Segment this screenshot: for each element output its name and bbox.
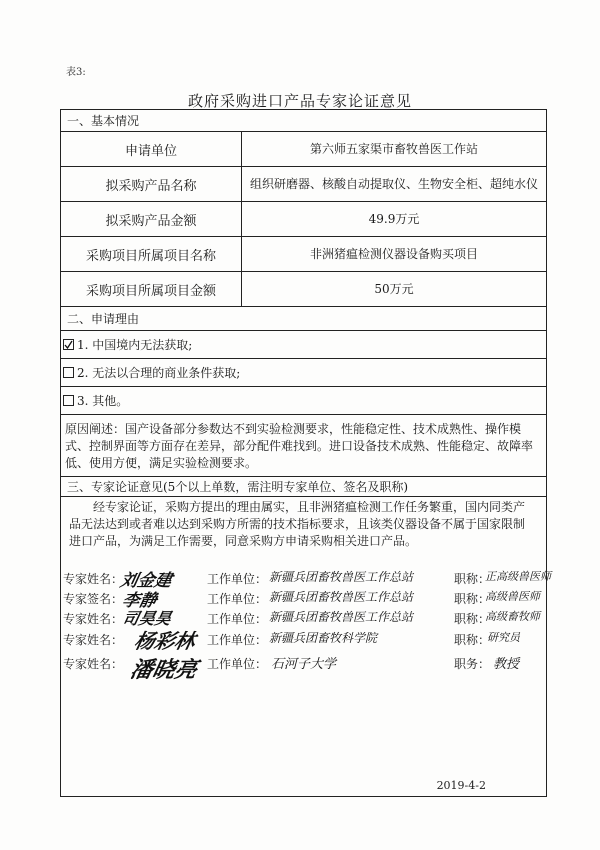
info-row-project-name <box>61 237 546 272</box>
expert-signature: 刘金建 <box>118 571 174 591</box>
document-date: 2019-4-2 <box>436 779 486 792</box>
title-handwritten: 高级畜牧师 <box>485 610 540 623</box>
title-label: 职称： <box>454 592 491 606</box>
title-handwritten: 高级兽医师 <box>485 590 540 603</box>
title-handwritten: 正高级兽医师 <box>485 570 551 583</box>
attachment-label: 表3: <box>66 67 86 78</box>
unit-handwritten: 新疆兵团畜牧兽医工作总站 <box>269 590 414 604</box>
checkbox-unchecked[interactable] <box>63 395 74 406</box>
info-row-project-amount <box>61 272 546 307</box>
page-title: 政府采购进口产品专家论证意见 <box>187 92 412 110</box>
expert-row <box>61 655 546 683</box>
info-key: 采购项目所属项目名称 <box>61 237 242 271</box>
expert-signature: 杨彩林 <box>132 629 198 653</box>
checkmark-icon <box>64 340 73 349</box>
expert-signature: 潘晓亮 <box>127 657 200 683</box>
info-value: 50万元 <box>374 282 414 296</box>
expert-name-label: 专家姓名： <box>63 612 124 626</box>
info-key: 申请单位 <box>61 132 242 166</box>
title-handwritten: 研究员 <box>487 631 520 644</box>
opinion-text: 经专家论证，采购方提出的理由属实，且非洲猪瘟检测工作任务繁重，国内同类产品无法达到或者难以达到采购方所需的技术指标要求，且该类仪器设备不属于国家限制进口产品，为满足工作需要，同意采购方申请采购相关进口产品。 <box>69 500 526 548</box>
option-label: 1. 中国境内无法获取; <box>77 338 193 352</box>
unit-label: 工作单位： <box>207 633 268 647</box>
expert-row <box>61 631 546 653</box>
info-value: 49.9万元 <box>368 212 420 226</box>
title-label: 职称： <box>454 612 491 626</box>
unit-label: 工作单位： <box>207 592 268 606</box>
unit-handwritten: 新疆兵团畜牧科学院 <box>269 631 378 645</box>
unit-handwritten: 新疆兵团畜牧兽医工作总站 <box>269 570 414 584</box>
info-value: 组织研磨器、核酸自动提取仪、生物安全柜、超纯水仪 <box>250 177 539 191</box>
expert-signature: 司昊昊 <box>120 609 173 628</box>
unit-label: 工作单位： <box>207 657 268 671</box>
title-label: 职称： <box>454 572 491 586</box>
option-row-2 <box>61 359 546 387</box>
info-value: 第六师五家渠市畜牧兽医工作站 <box>309 142 478 156</box>
info-row-product-amount <box>61 202 546 237</box>
unit-handwritten: 新疆兵团畜牧兽医工作总站 <box>269 610 414 624</box>
unit-label: 工作单位： <box>207 572 268 586</box>
section-heading: 三、专家论证意见(5个以上单数，需注明专家单位、签名及职称) <box>61 477 546 497</box>
title-handwritten: 教授 <box>493 657 520 672</box>
application-form <box>60 109 551 797</box>
section-heading: 一、基本情况 <box>67 114 140 128</box>
unit-handwritten: 石河子大学 <box>271 657 337 672</box>
expert-name-label: 专家姓名： <box>63 633 124 647</box>
info-key: 拟采购产品金额 <box>61 202 242 236</box>
expert-name-label: 专家姓名： <box>63 657 124 671</box>
section-reasons <box>61 307 546 331</box>
unit-label: 工作单位： <box>207 612 268 626</box>
title-label: 职称： <box>454 633 491 647</box>
info-key: 采购项目所属项目金额 <box>61 272 242 306</box>
title-label: 职务： <box>454 657 491 671</box>
expert-signature: 李静 <box>120 591 159 611</box>
section-heading: 二、申请理由 <box>67 312 140 326</box>
checkbox-unchecked[interactable] <box>63 367 74 378</box>
section-basic-info <box>61 110 546 132</box>
expert-name-label: 专家签名： <box>63 592 124 606</box>
option-label: 2. 无法以合理的商业条件获取; <box>77 366 241 380</box>
reason-explanation: 原因阐述：国产设备部分参数达不到实验检测要求，性能稳定性、技术成熟性、操作模式、控制界面等方面存在差异，部分配件难找到。进口设备技术成熟、性能稳定、故障率低、使用方便，满足实验检测要求。 <box>61 415 546 477</box>
option-row-1 <box>61 331 546 359</box>
expert-name-label: 专家姓名： <box>63 572 124 586</box>
option-row-3 <box>61 387 546 415</box>
option-label: 3. 其他。 <box>77 394 129 408</box>
info-row-applicant <box>61 132 546 167</box>
info-key: 拟采购产品名称 <box>61 167 242 201</box>
info-value: 非洲猪瘟检测仪器设备购买项目 <box>309 247 478 261</box>
info-row-product-name <box>61 167 546 202</box>
checkbox-checked[interactable] <box>63 339 74 350</box>
expert-opinion-block <box>61 477 551 796</box>
